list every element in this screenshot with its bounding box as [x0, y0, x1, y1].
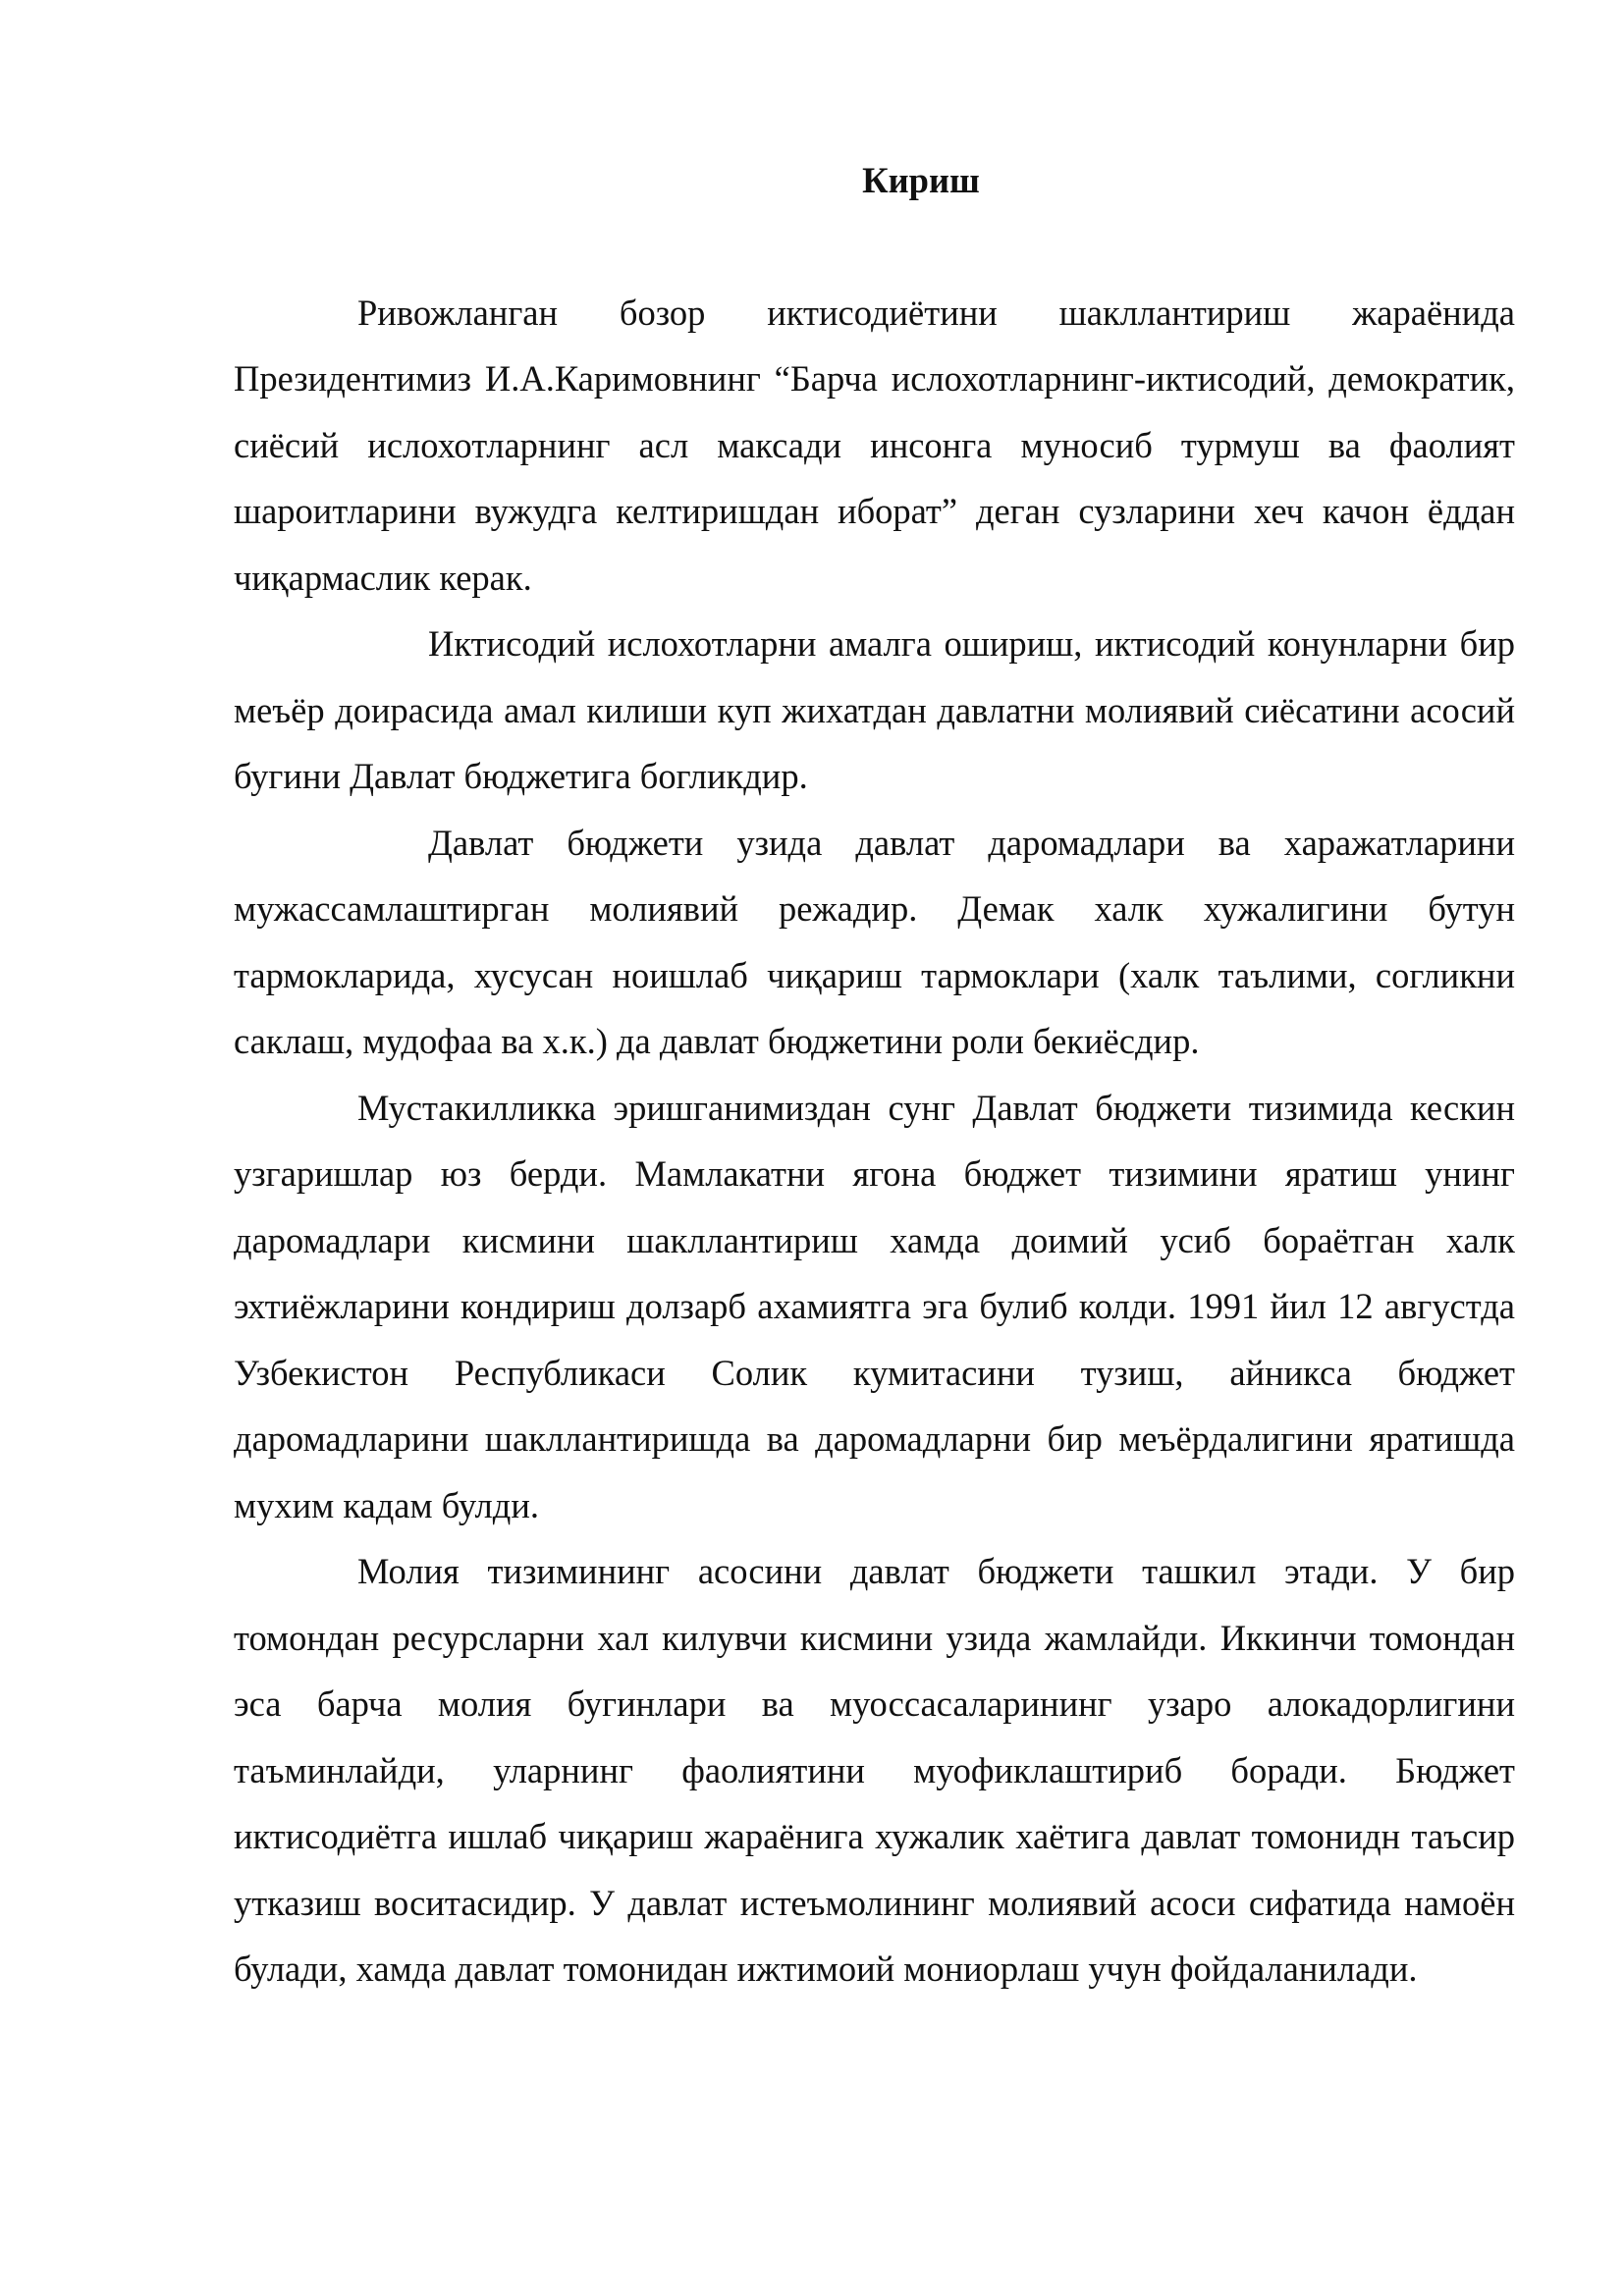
paragraph-3: Давлат бюджети узида давлат даромадлари ва харажатларини мужассамлаштирган молиявий режадир. Демак халк хужалигини бутун тармокларида, хусусан ноишлаб чиқариш тармоклари (халк таълими, согликни саклаш, мудофаа ва х.к.) да давлат бюджетини роли бекиёсдир. [234, 822, 1515, 1061]
paragraph-1: Ривожланган бозор иктисодиётини шакллантириш жараёнида Президентимиз И.А.Каримовнинг “Барча ислохотларнинг-иктисодий, демократик, сиёсий ислохотларнинг асл максади инсонга муносиб турмуш ва фаолият шароитларини вужудга келтиришдан иборат” деган сузларини хеч качон ёддан чиқармаслик керак. [234, 292, 1515, 598]
paragraph-2: Иктисодий ислохотларни амалга ошириш, иктисодий конунларни бир меъёр доирасида амал килиши куп жихатдан давлатни молиявий сиёсатини асосий бугини Давлат бюджетига богликдир. [234, 623, 1515, 796]
page-title: Кириш [862, 160, 980, 200]
document-body [234, 147, 1515, 2002]
paragraph-4: Мустакилликка эришганимиздан сунг Давлат бюджети тизимида кескин узгаришлар юз берди. Мамлакатни ягона бюджет тизимини яратиш унинг даромадлари кисмини шакллантириш хамда доимий усиб бораётган халк эхтиёжларини кондириш долзарб ахамиятга эга булиб колди. 1991 йил 12 августда Узбекистон Республикаси Солик кумитасини тузиш, айникса бюджет даромадларини шакллантиришда ва даромадларни бир меъёрдалигини яратишда мухим кадам булди. [234, 1087, 1515, 1525]
paragraph-5: Молия тизимининг асосини давлат бюджети ташкил этади. У бир томондан ресурсларни хал килувчи кисмини узида жамлайди. Иккинчи томондан эса барча молия бугинлари ва муоссасаларининг узаро алокадорлигини таъминлайди, уларнинг фаолиятини муофиклаштириб боради. Бюджет иктисодиётга ишлаб чиқариш жараёнига хужалик хаётига давлат томонидн таъсир утказиш воситасидир. У давлат истеъмолининг молиявий асоси сифатида намоён булади, хамда давлат томонидан ижтимоий мониорлаш учун фойдаланилади. [234, 1551, 1515, 1989]
